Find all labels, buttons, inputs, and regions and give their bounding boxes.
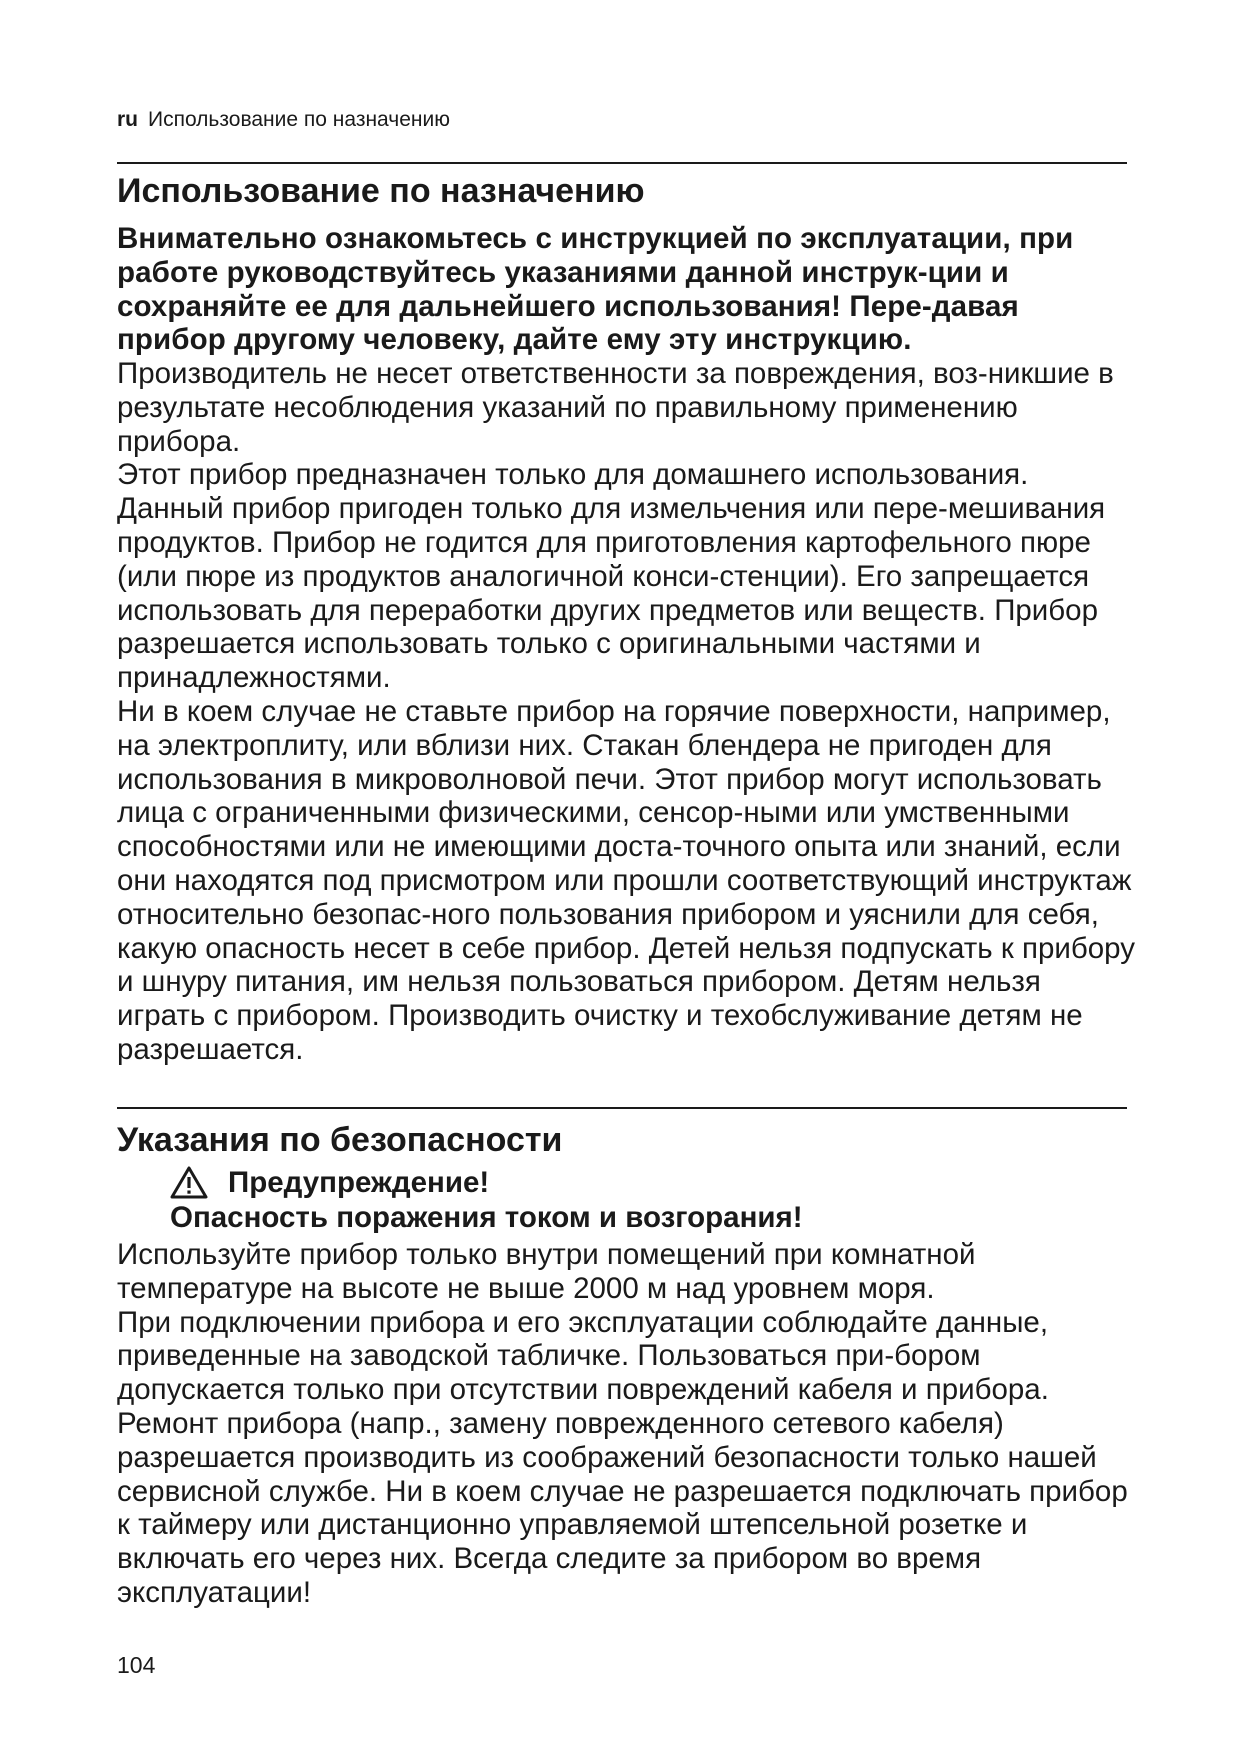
warning-triangle-icon — [170, 1166, 208, 1199]
usage-paragraph: Данный прибор пригоден только для измельчения или пере-мешивания продуктов. Прибор не годится для приготовления картофельного пюре (или пюре из продуктов аналогичной конси-стенции). Его запрещается использовать для переработки других предметов или веществ. Прибор разрешается использовать только с оригинальными частями и принадлежностями. — [117, 492, 1106, 695]
safety-paragraph: Используйте прибор только внутри помещений при комнатной температуре на высоте не выше 2000 м над уровнем моря. — [117, 1238, 976, 1305]
usage-paragraph: Ни в коем случае не ставьте прибор на горячие поверхности, например, на электроплиту, или вблизи них. Стакан блендера не пригоден для использования в микроволновой печи. Этот прибор могут использовать лица с ограниченными физическими, сенсор-ными или умственными способностями или не имеющими доста-точного опыта или знаний, если они находятся под присмотром или прошли соответствующий инструктаж относительно безопас-ного пользования прибором и уяснили для себя, какую опасность несет в себе прибор. Детей нельзя подпускать к прибору и шнуру питания, им нельзя пользоваться прибором. Детям нельзя играть с прибором. Производить очистку и техобслуживание детям не разрешается. — [117, 694, 1135, 1066]
usage-body — [117, 357, 1137, 1067]
usage-lead-text: Внимательно ознакомьтесь с инструкцией по эксплуатации, при работе руководствуйтесь указаниями данной инструк-ции и сохраняйте ее для дальнейшего использования! Пере-давая прибор другому человеку, дайте ему эту инструкцию. — [117, 222, 1074, 357]
safety-paragraph: При подключении прибора и его эксплуатации соблюдайте данные, приведенные на заводской табличке. Пользоваться при-бором допускается только при отсутствии повреждений кабеля и прибора. — [117, 1305, 1049, 1407]
language-code: ru — [117, 108, 138, 131]
page-number: 104 — [117, 1652, 156, 1678]
usage-paragraph: Этот прибор предназначен только для домашнего использования. — [117, 458, 1029, 492]
section-divider — [117, 1107, 1127, 1109]
section-divider — [117, 162, 1127, 164]
usage-paragraph: Производитель не несет ответственности за повреждения, воз-никшие в результате несоблюдения указаний по правильному применению прибора. — [117, 357, 1114, 458]
warning-title — [170, 1165, 1130, 1200]
warning-text: Опасность поражения током и возгорания! — [170, 1201, 803, 1234]
safety-heading: Указания по безопасности — [117, 1121, 563, 1159]
usage-heading: Использование по назначению — [117, 172, 645, 210]
warning-block — [170, 1165, 1130, 1235]
running-header-section: Использование по назначению — [148, 108, 450, 131]
warning-label: Предупреждение! — [228, 1166, 490, 1199]
running-header — [117, 108, 450, 132]
safety-body — [117, 1238, 1137, 1610]
safety-paragraph: Ремонт прибора (напр., замену поврежденного сетевого кабеля) разрешается производить из соображений безопасности только нашей сервисной службе. Ни в коем случае не разрешается подключать прибор к таймеру или дистанционно управляемой штепсельной розетке и включать его через них. Всегда следите за прибором во время эксплуатации! — [117, 1406, 1128, 1609]
